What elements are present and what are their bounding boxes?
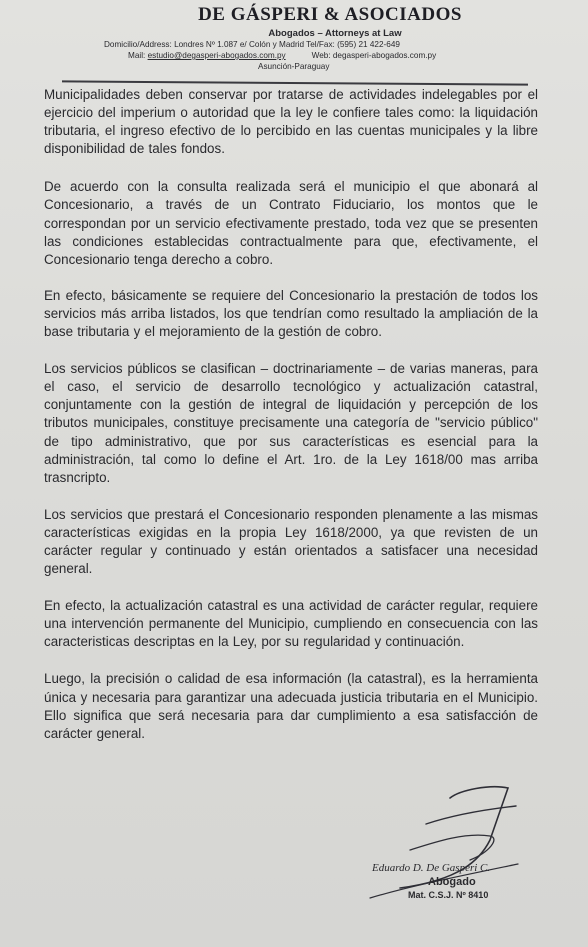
paragraph-7: Luego, la precisión o calidad de esa información (la catastral), es la herramienta única y necesaria para garantizar una adecuada justicia tributaria en el Municipio. Ello significa que será necesaria para dar cumplimiento a esa satisfacción de carácter general. <box>44 671 538 741</box>
firm-mail-group <box>128 50 286 61</box>
paragraph-5: Los servicios que prestará el Concesionario responden plenamente a las mismas características exigidas en la propia Ley 1618/2000, ya que revisten de un carácter regular y continuado y están orientados a satisfacer una necesidad general. <box>44 506 538 577</box>
paragraph-1: Municipalidades deben conservar por tratarse de actividades indelegables por el ejercicio del imperium o autoridad que la ley le confiere tales como: la liquidación tributaria, el ingreso efectivo de lo percibido en las cuentas municipales y la libre disponibilidad de tales fondos. <box>44 87 538 157</box>
firm-address: Domicilio/Address: Londres Nº 1.087 e/ Colón y Madrid Tel/Fax: (595) 21 422-649 <box>104 40 400 49</box>
signatory-registration: Mat. C.S.J. Nº 8410 <box>408 890 489 900</box>
firm-name: DE GÁSPERI & ASOCIADOS <box>198 4 462 25</box>
paragraph-2: De acuerdo con la consulta realizada será el municipio el que abonará al Concesionario, a través de un Contrato Fiduciario, los montos que le correspondan por un servicio efectivamente prestado, toda vez que se presenten las condiciones establecidas contractualmente para que, efectivamente, el Concesionario tenga derecho a cobro. <box>44 179 538 267</box>
signature-block <box>340 780 570 920</box>
letterhead-divider <box>62 80 528 85</box>
firm-web: Web: degasperi-abogados.com.py <box>311 51 437 60</box>
firm-mail: estudio@degasperi-abogados.com.py <box>147 51 286 60</box>
firm-contact-row <box>128 50 530 61</box>
paragraph-3: En efecto, básicamente se requiere del Concesionario la prestación de todos los servicios más arriba listados, los que tendrían como resultado la ampliación de la base tributaria y el mejoramiento de la gestión de cobro. <box>44 287 538 340</box>
letter-body <box>44 86 538 743</box>
letterhead <box>90 4 530 72</box>
firm-mail-label: Mail: <box>128 51 146 60</box>
paragraph-4: Los servicios públicos se clasifican – doctrinariamente – de varias maneras, para el caso, el servicio de desarrollo tecnológico y actualización catastral, conjuntamente con la gestión de integral de liquidación y percepción de los tributos municipales, constituye precisamente una categoría de "servicio público" de tipo administrativo, que por sus características es esencial para la administración, tal como lo define el Art. 1ro. de la Ley 1618/00 mas arriba trasncripto. <box>44 361 538 485</box>
firm-city: Asunción-Paraguay <box>258 62 330 71</box>
signatory-title: Abogado <box>428 876 476 888</box>
paragraph-6: En efecto, la actualización catastral es una actividad de carácter regular, requiere una intervención permanente del Municipio, cumpliendo en consecuencia con las caracteristicas descriptas en la Ley, por su regularidad y continuación. <box>44 598 538 650</box>
firm-subtitle: Abogados – Attorneys at Law <box>268 28 402 39</box>
signatory-name: Eduardo D. De Gasperi C. <box>372 862 491 874</box>
